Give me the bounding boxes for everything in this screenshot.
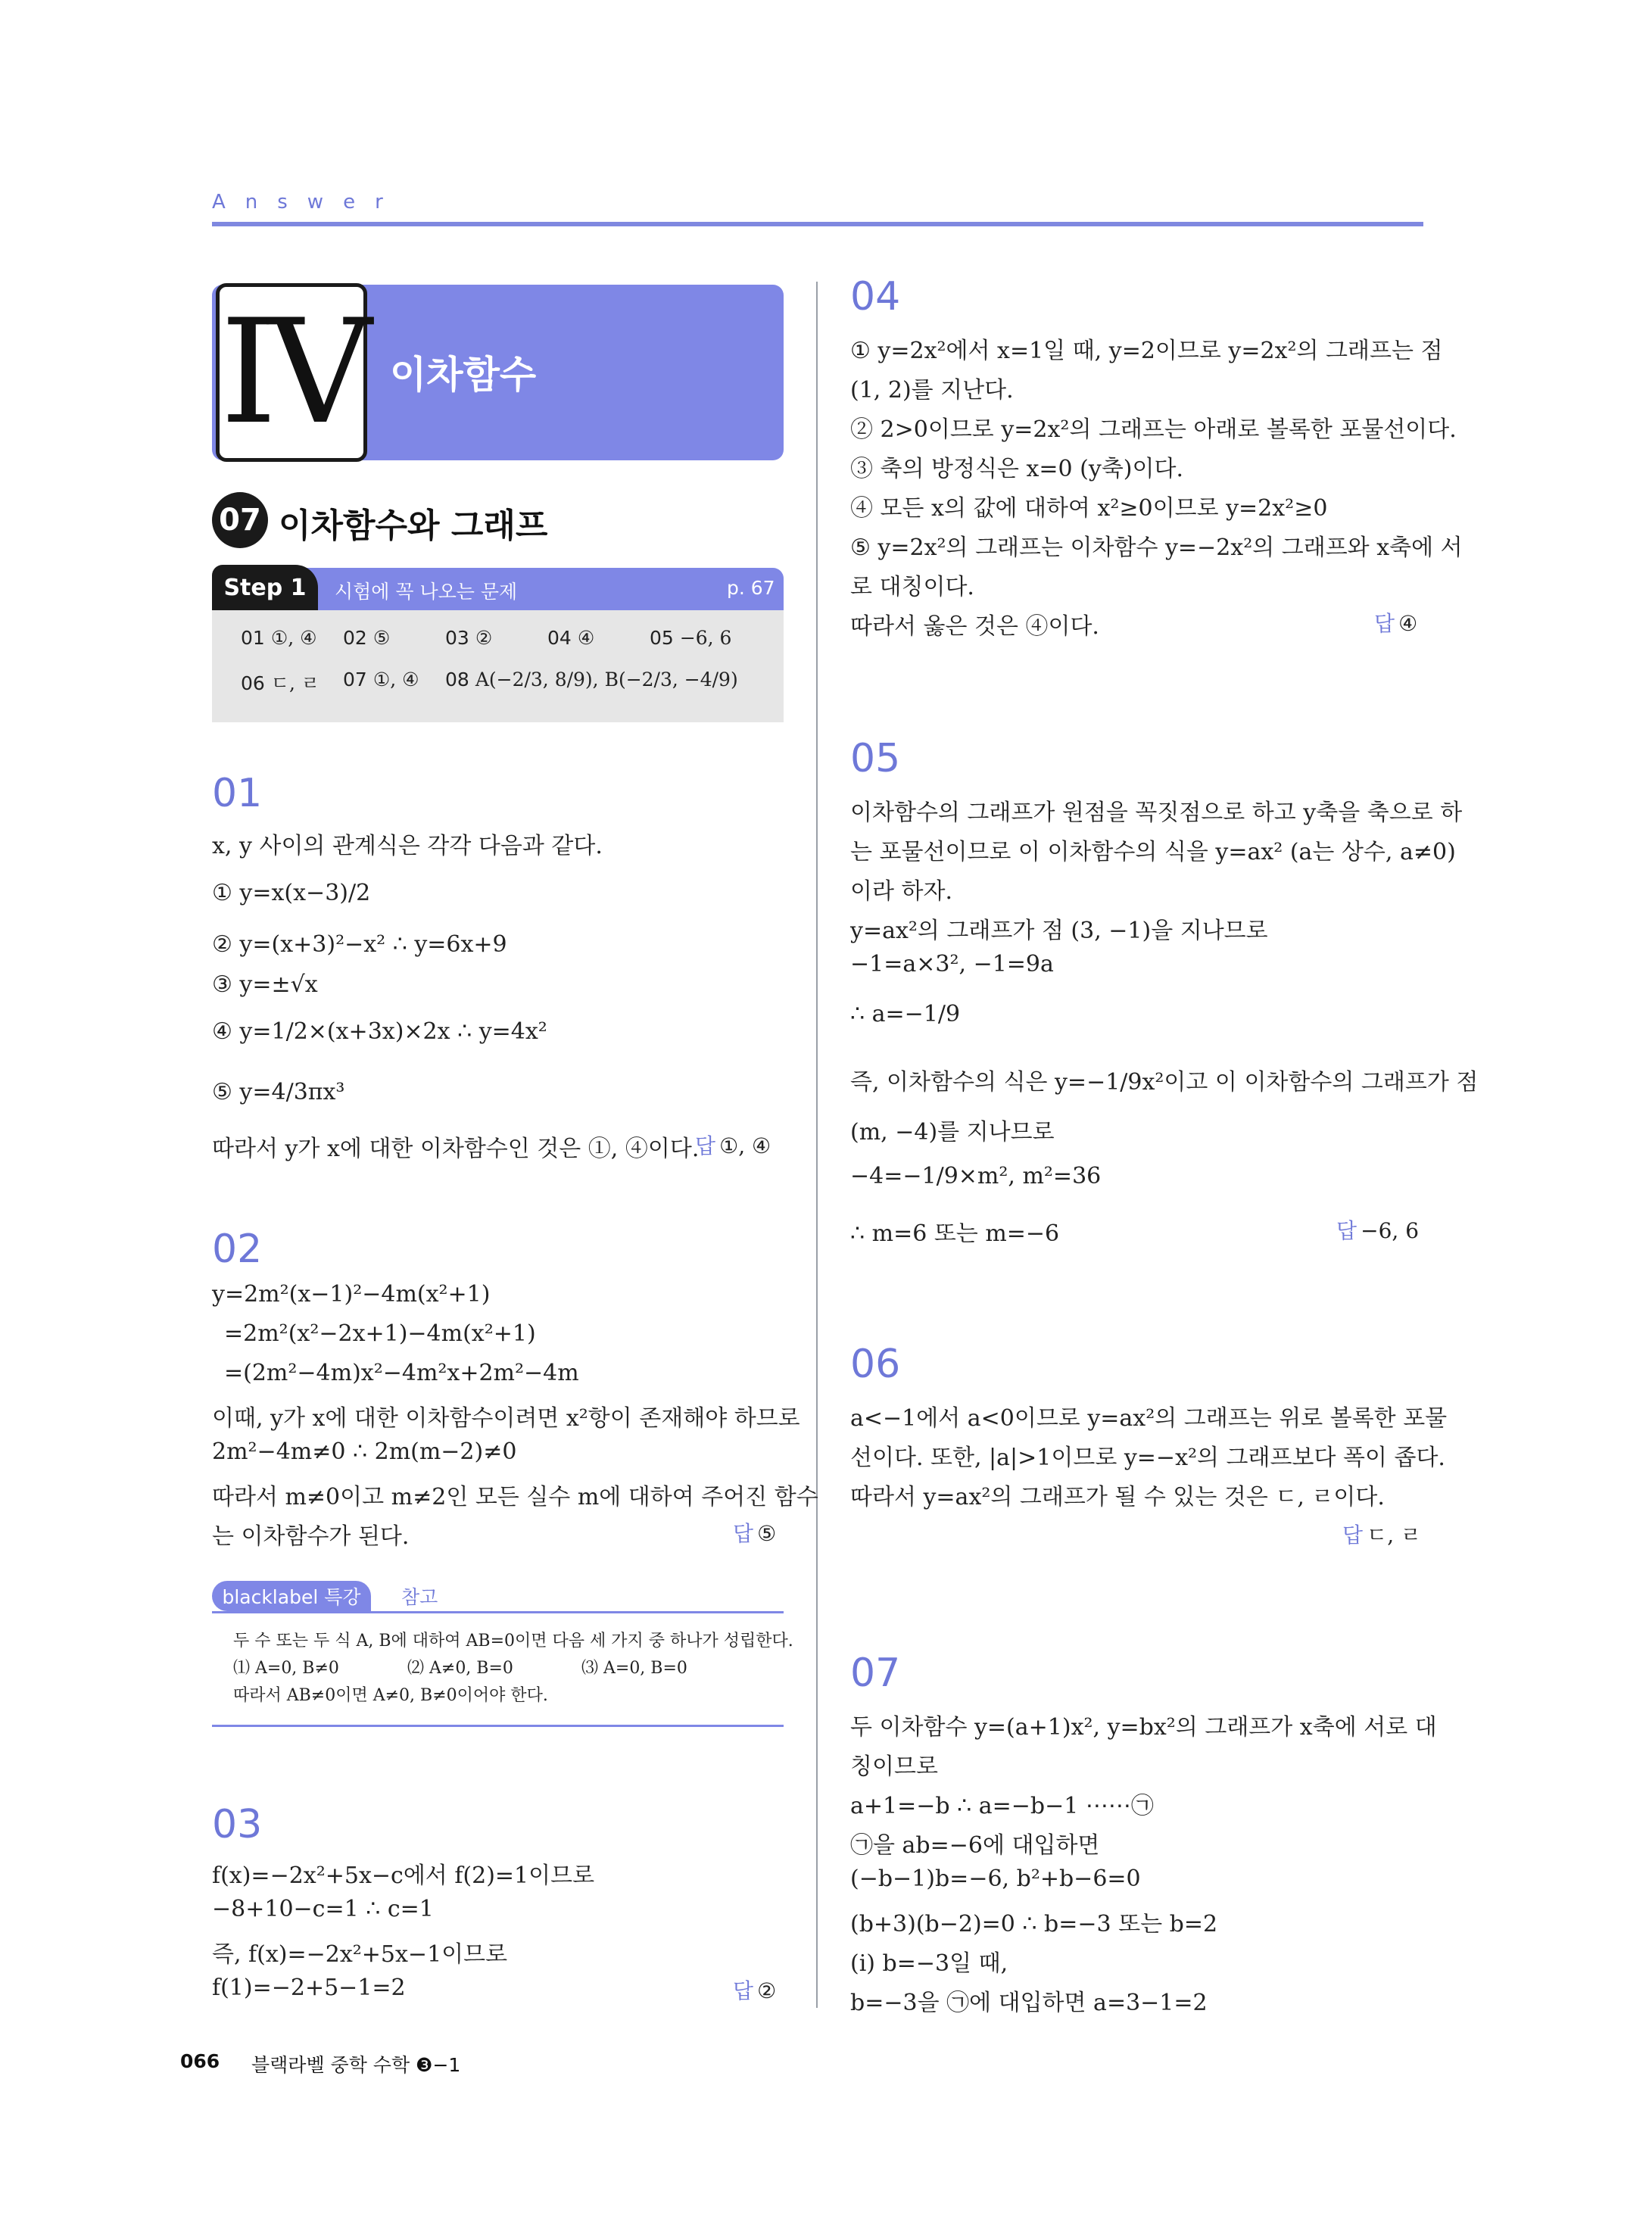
solution-line: −8+10−c=1 ∴ c=1 (212, 1896, 434, 1922)
step-page-ref: p. 67 (727, 577, 775, 599)
blacklabel-badge: blacklabel 특강 (212, 1581, 371, 1611)
solution-line: 즉, 이차함수의 식은 y=−1/9x²이고 이 이차함수의 그래프가 점 (850, 1069, 1479, 1096)
solution-line: 이라 하자. (850, 878, 952, 905)
step-answer: 08 A(−2/3, 8/9), B(−2/3, −4/9) (445, 669, 738, 690)
solution-line: f(x)=−2x²+5x−c에서 f(2)=1이므로 (212, 1862, 595, 1889)
solution-line: 로 대칭이다. (850, 574, 974, 600)
solution-line: −1=a×3², −1=9a (850, 951, 1054, 977)
solution-line: ② 2>0이므로 y=2x²의 그래프는 아래로 볼록한 포물선이다. (850, 416, 1457, 443)
blacklabel-line: 두 수 또는 두 식 A, B에 대하여 AB=0이면 다음 세 가지 중 하나가 성립한다. (233, 1632, 793, 1651)
solution-line: x, y 사이의 관계식은 각각 다음과 같다. (212, 833, 603, 859)
question-number: 02 (212, 1227, 263, 1272)
step-answer: 01 ①, ④ (241, 627, 317, 649)
solution-line: y=2m²(x−1)²−4m(x²+1) (212, 1281, 491, 1308)
question-number: 06 (850, 1342, 901, 1387)
step-badge: Step 1 (212, 565, 318, 610)
blacklabel-case: ⑴ A=0, B≠0 (233, 1659, 339, 1678)
solution-line: a+1=−b ∴ a=−b−1 ⋯⋯㉠ (850, 1793, 1154, 1819)
solution-line: 즉, f(x)=−2x²+5x−1이므로 (212, 1941, 508, 1968)
solution-line: ② y=(x+3)²−x² ∴ y=6x+9 (212, 931, 507, 958)
solution-line: b=−3을 ㉠에 대입하면 a=3−1=2 (850, 1990, 1208, 2016)
step-answer: 05 −6, 6 (650, 627, 732, 649)
answer-marker: 답 −6, 6 (1336, 1218, 1420, 1243)
solution-line: =2m²(x²−2x+1)−4m(x²+1) (224, 1320, 536, 1347)
answer-marker: 답 ①, ④ (695, 1133, 771, 1158)
book-title: 블랙라벨 중학 수학 ❸−1 (251, 2054, 461, 2076)
solution-line: 선이다. 또한, |a|>1이므로 y=−x²의 그래프보다 폭이 좁다. (850, 1445, 1445, 1471)
solution-line: ③ 축의 방정식은 x=0 (y축)이다. (850, 456, 1183, 482)
solution-line: 이때, y가 x에 대한 이차함수이려면 x²항이 존재해야 하므로 (212, 1405, 800, 1432)
solution-line: 는 이차함수가 된다. (212, 1523, 410, 1550)
blacklabel-case: ⑵ A≠0, B=0 (407, 1659, 513, 1678)
solution-line: ④ 모든 x의 값에 대하여 x²≥0이므로 y=2x²≥0 (850, 495, 1328, 522)
solution-line: 칭이므로 (850, 1753, 938, 1780)
step-answer: 03 ② (445, 627, 493, 649)
solution-line: −4=−1/9×m², m²=36 (850, 1163, 1102, 1189)
question-number: 07 (850, 1651, 901, 1696)
answer-marker: 답 ㄷ, ㄹ (1342, 1523, 1422, 1548)
solution-line: 따라서 y가 x에 대한 이차함수인 것은 ①, ④이다. (212, 1136, 700, 1162)
solution-line: 는 포물선이므로 이 이차함수의 식을 y=ax² (a는 상수, a≠0) (850, 839, 1456, 865)
solution-line: ① y=2x²에서 x=1일 때, y=2이므로 y=2x²의 그래프는 점 (850, 338, 1443, 364)
question-number: 04 (850, 274, 901, 320)
solution-line: 따라서 옳은 것은 ④이다. (850, 613, 1099, 640)
solution-line: 두 이차함수 y=(a+1)x², y=bx²의 그래프가 x축에 서로 대 (850, 1714, 1437, 1741)
chapter-number-box (216, 283, 367, 462)
solution-line: ④ y=1/2×(x+3x)×2x ∴ y=4x² (212, 1018, 547, 1045)
answer-marker: 답 ④ (1374, 611, 1418, 636)
solution-line: ㉠을 ab=−6에 대입하면 (850, 1832, 1100, 1859)
solution-line: ∴ a=−1/9 (850, 1001, 961, 1027)
chapter-title: 이차함수 (390, 353, 537, 397)
header-label: Answer (212, 191, 403, 214)
blacklabel-note: 참고 (401, 1586, 438, 1608)
section-title: 이차함수와 그래프 (279, 507, 548, 545)
blacklabel-bottom-rule (212, 1725, 784, 1727)
question-number: 01 (212, 771, 263, 816)
question-number: 03 (212, 1802, 263, 1847)
solution-line: (b+3)(b−2)=0 ∴ b=−3 또는 b=2 (850, 1911, 1218, 1937)
step-subtitle: 시험에 꼭 나오는 문제 (335, 581, 518, 603)
step-answer: 04 ④ (547, 627, 595, 649)
step-answer: 06 ㄷ, ㄹ (241, 672, 320, 694)
blacklabel-line: 따라서 AB≠0이면 A≠0, B≠0이어야 한다. (233, 1686, 548, 1705)
step-answer: 07 ①, ④ (343, 669, 419, 690)
solution-line: 따라서 y=ax²의 그래프가 될 수 있는 것은 ㄷ, ㄹ이다. (850, 1484, 1385, 1510)
answer-marker: 답 ② (733, 1978, 777, 2003)
chapter-number: IV (220, 288, 363, 456)
solution-line: (m, −4)를 지나므로 (850, 1119, 1055, 1146)
answer-marker: 답 ⑤ (733, 1521, 777, 1546)
solution-line: (ⅰ) b=−3일 때, (850, 1950, 1008, 1977)
step-answer: 02 ⑤ (343, 627, 391, 649)
solution-line: ⑤ y=2x²의 그래프는 이차함수 y=−2x²의 그래프와 x축에 서 (850, 535, 1463, 561)
solution-line: 따라서 m≠0이고 m≠2인 모든 실수 m에 대하여 주어진 함수 (212, 1484, 818, 1510)
solution-line: ① y=x(x−3)/2 (212, 880, 371, 906)
solution-line: y=ax²의 그래프가 점 (3, −1)을 지나므로 (850, 918, 1268, 944)
solution-line: ⑤ y=4/3πx³ (212, 1079, 345, 1105)
solution-line: =(2m²−4m)x²−4m²x+2m²−4m (224, 1360, 579, 1386)
solution-line: (1, 2)를 지난다. (850, 377, 1014, 404)
page-number: 066 (180, 2050, 220, 2072)
blacklabel-top-rule (212, 1611, 784, 1613)
header-rule (212, 222, 1423, 226)
solution-line: 이차함수의 그래프가 원점을 꼭짓점으로 하고 y축을 축으로 하 (850, 800, 1463, 826)
solution-line: (−b−1)b=−6, b²+b−6=0 (850, 1866, 1141, 1892)
column-divider (816, 282, 818, 2008)
solution-line: 2m²−4m≠0 ∴ 2m(m−2)≠0 (212, 1439, 517, 1465)
solution-line: ∴ m=6 또는 m=−6 (850, 1220, 1060, 1247)
section-number: 07 (212, 492, 268, 548)
solution-line: ③ y=±√x (212, 971, 318, 998)
blacklabel-case: ⑶ A=0, B=0 (581, 1659, 687, 1678)
question-number: 05 (850, 736, 901, 781)
solution-line: f(1)=−2+5−1=2 (212, 1975, 406, 2001)
solution-line: a<−1에서 a<0이므로 y=ax²의 그래프는 위로 볼록한 포물 (850, 1405, 1448, 1432)
